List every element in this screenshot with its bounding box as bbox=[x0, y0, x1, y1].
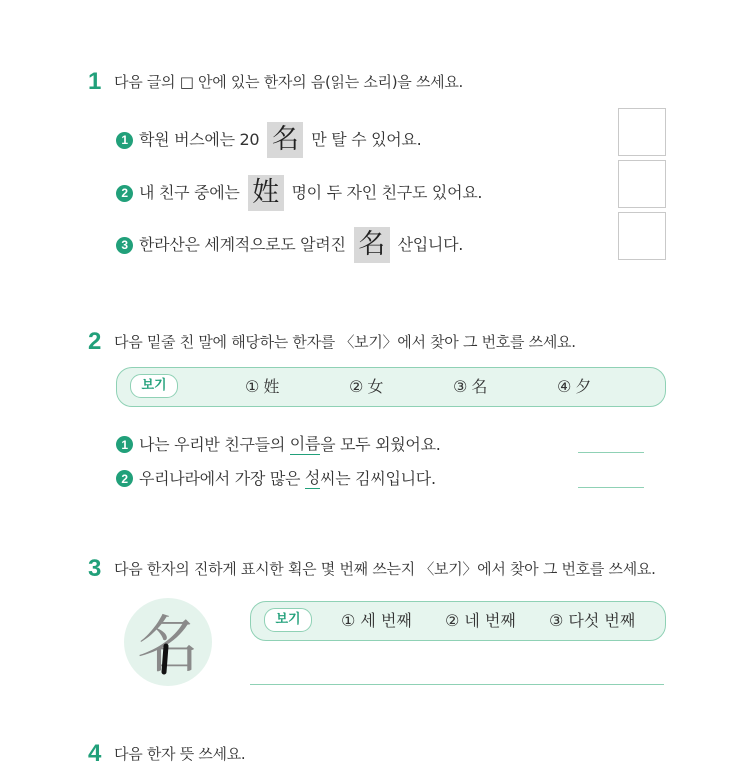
option-mark: ③ bbox=[453, 377, 468, 396]
item-text-after: 명이 두 자인 친구도 있어요. bbox=[291, 183, 483, 202]
question-2-number: 2 bbox=[88, 328, 102, 355]
item-text-after: 을 모두 외웠어요. bbox=[320, 434, 441, 454]
hanja-box: 名 bbox=[354, 227, 390, 263]
answer-line-1[interactable] bbox=[578, 452, 644, 453]
option-1 bbox=[245, 377, 279, 397]
option-2: ② 네 번째 bbox=[445, 611, 516, 630]
highlighted-stroke bbox=[164, 646, 166, 672]
item-text-before: 나는 우리반 친구들의 bbox=[139, 434, 290, 454]
q1-item-3 bbox=[116, 227, 463, 263]
question-1-instruction: 다음 글의 □ 안에 있는 한자의 음(읽는 소리)을 쓰세요. bbox=[114, 73, 463, 91]
option-mark: ① bbox=[245, 377, 260, 396]
item-number-badge: 2 bbox=[116, 185, 133, 202]
option-mark: ② bbox=[349, 377, 364, 396]
option-3: ③ 다섯 번째 bbox=[549, 611, 636, 630]
item-number-badge: 1 bbox=[116, 132, 133, 149]
option-mark: ④ bbox=[557, 377, 572, 396]
answer-line-3[interactable] bbox=[250, 684, 664, 685]
character-circle bbox=[124, 598, 212, 686]
question-4-instruction: 다음 한자 뜻 쓰세요. bbox=[114, 745, 246, 763]
example-box-3 bbox=[250, 601, 666, 641]
question-4-number: 4 bbox=[88, 740, 102, 767]
option-4 bbox=[557, 377, 591, 397]
item-text-after: 만 탈 수 있어요. bbox=[311, 130, 422, 149]
item-number-badge: 2 bbox=[116, 470, 133, 487]
answer-box-3[interactable] bbox=[618, 212, 666, 260]
item-text-before: 우리나라에서 가장 많은 bbox=[139, 468, 305, 488]
q1-item-2 bbox=[116, 175, 482, 211]
option-hanja: 女 bbox=[367, 377, 384, 396]
question-3-instruction: 다음 한자의 진하게 표시한 획은 몇 번째 쓰는지 〈보기〉에서 찾아 그 번호를 쓰세요. bbox=[114, 560, 656, 578]
answer-box-1[interactable] bbox=[618, 108, 666, 156]
stroke-order-character bbox=[124, 598, 212, 686]
option-3 bbox=[453, 377, 487, 397]
item-text-before: 한라산은 세계적으로도 알려진 bbox=[139, 235, 346, 254]
item-text-before: 학원 버스에는 20 bbox=[139, 130, 260, 149]
option-hanja: 姓 bbox=[263, 377, 280, 396]
item-text-before: 내 친구 중에는 bbox=[139, 183, 240, 202]
item-text-after: 산입니다. bbox=[397, 235, 464, 254]
q2-item-2 bbox=[116, 468, 436, 489]
option-2 bbox=[349, 377, 383, 397]
hanja-box: 姓 bbox=[248, 175, 284, 211]
example-box bbox=[116, 367, 666, 407]
q1-item-1 bbox=[116, 122, 421, 158]
example-label: 보기 bbox=[264, 608, 312, 632]
question-2-instruction: 다음 밑줄 친 말에 해당하는 한자를 〈보기〉에서 찾아 그 번호를 쓰세요. bbox=[114, 333, 576, 351]
question-3-number: 3 bbox=[88, 555, 102, 582]
character-glyph: 名 bbox=[136, 608, 200, 681]
example-label: 보기 bbox=[130, 374, 178, 398]
q2-item-1 bbox=[116, 434, 441, 455]
item-text-after: 씨는 김씨입니다. bbox=[320, 468, 436, 488]
question-1-number: 1 bbox=[88, 68, 102, 95]
hanja-box: 名 bbox=[267, 122, 303, 158]
option-1: ① 세 번째 bbox=[341, 611, 412, 630]
answer-box-2[interactable] bbox=[618, 160, 666, 208]
underlined-word: 이름 bbox=[289, 434, 321, 453]
option-hanja: 夕 bbox=[575, 377, 592, 396]
option-hanja: 名 bbox=[471, 377, 488, 396]
item-number-badge: 3 bbox=[116, 237, 133, 254]
underlined-word: 성 bbox=[304, 468, 321, 487]
item-number-badge: 1 bbox=[116, 436, 133, 453]
answer-line-2[interactable] bbox=[578, 487, 644, 488]
